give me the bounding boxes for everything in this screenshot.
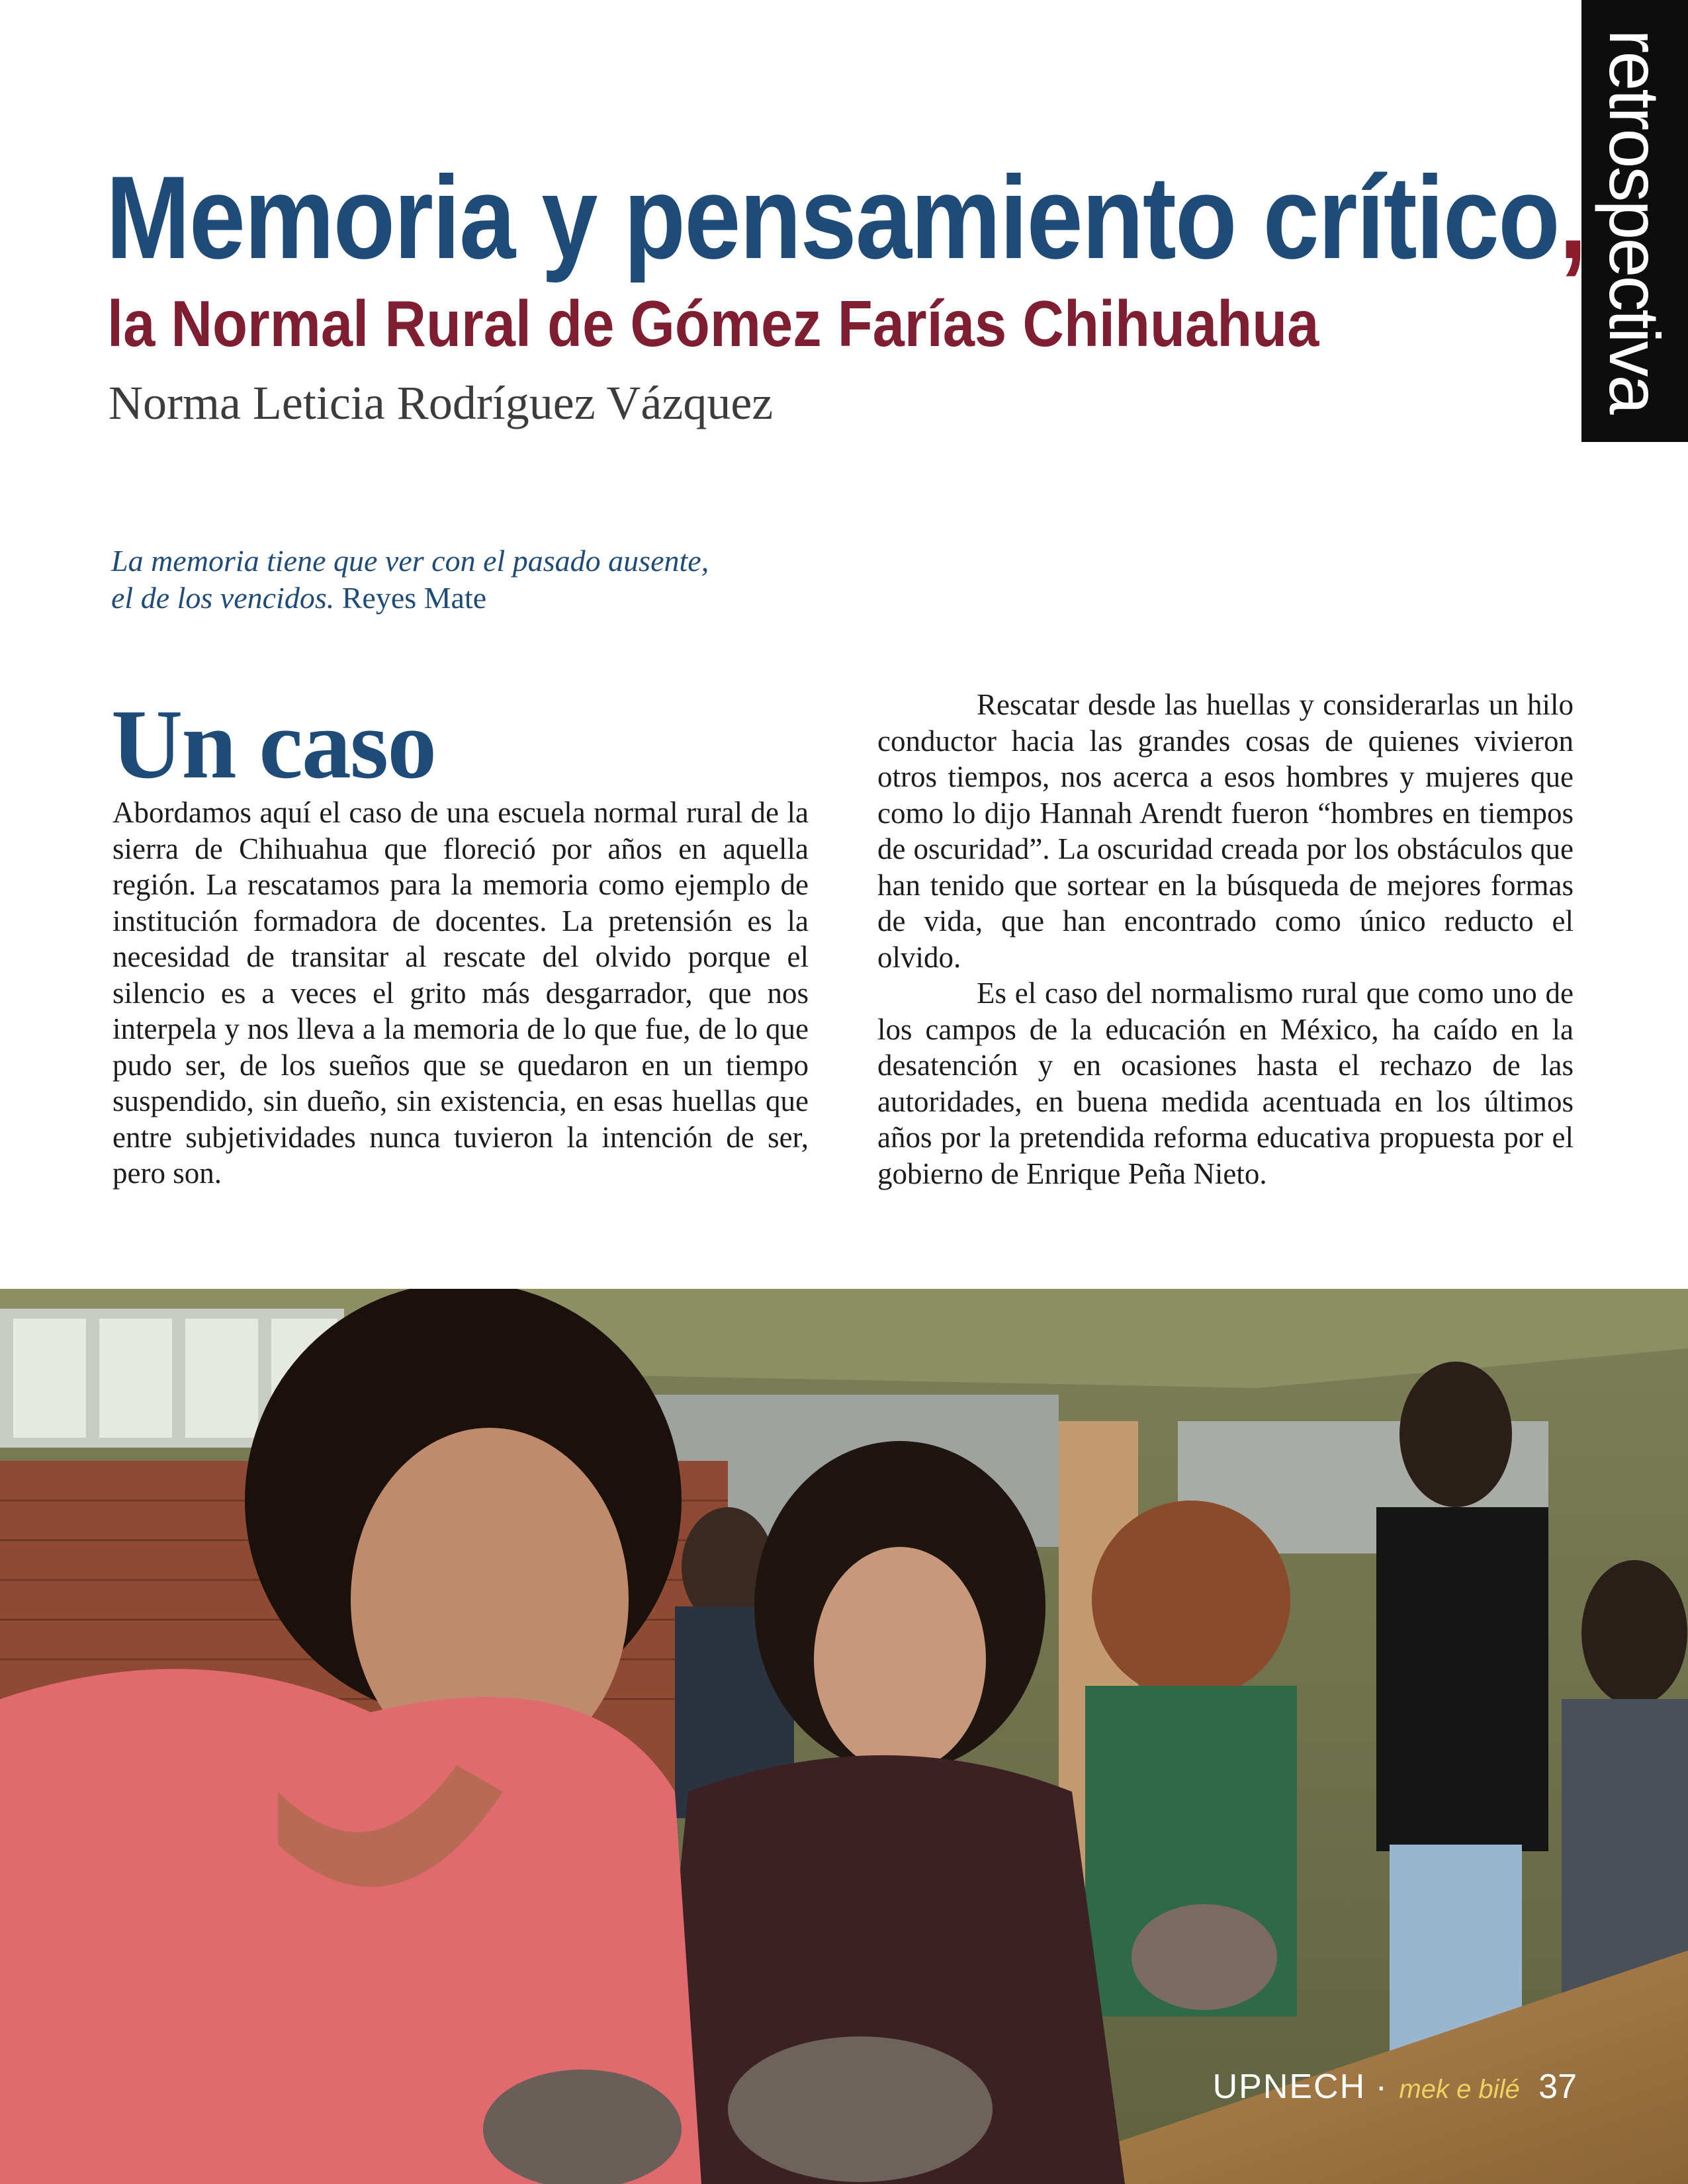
section-tab-label: retrospectiva bbox=[1595, 29, 1675, 413]
footer-brand: UPNECH bbox=[1212, 2068, 1366, 2106]
section-heading: Un caso bbox=[111, 689, 436, 799]
article-title-text: Memoria y pensamiento crítico bbox=[106, 152, 1559, 283]
epigraph-line-1: La memoria tiene que ver con el pasado ausente, bbox=[111, 544, 709, 578]
body-column-left bbox=[112, 795, 809, 1192]
footer-publication: mek e bilé bbox=[1399, 2075, 1520, 2104]
page-number: 37 bbox=[1538, 2068, 1577, 2106]
article-title bbox=[106, 152, 1586, 283]
body-paragraph: Abordamos aquí el caso de una escuela normal rural de la sierra de Chihuahua que floreció por años en aquella región. La rescatamos para la memoria como ejemplo de institución formadora de docentes. La pretensión es la necesidad de transitar al rescate del olvido porque el silencio es a veces el grito más desgarrador, que nos interpela y nos lleva a la memoria de lo que fue, de lo que pudo ser, de los sueños que se quedaron en un tiempo suspendido, sin dueño, sin existencia, en esas huellas que entre subjetividades nunca tuvieron la intención de ser, pero son. bbox=[112, 796, 809, 1190]
epigraph-line-2: el de los vencidos. bbox=[111, 581, 335, 615]
article-photo bbox=[0, 1289, 1688, 2184]
footer-separator: · bbox=[1375, 2068, 1387, 2106]
body-column-right bbox=[877, 687, 1574, 1192]
body-paragraph: Es el caso del normalismo rural que como uno de los campos de la educación en México, ha caído en la desatención y en ocasiones hasta el rechazo de las autoridades, en buena medida acentuada en los últimos años por la pretendida reforma educativa propuesta por el gobierno de Enrique Peña Nieto. bbox=[877, 977, 1574, 1190]
article-subtitle: la Normal Rural de Gómez Farías Chihuahua bbox=[107, 287, 1319, 360]
section-tab bbox=[1581, 0, 1688, 442]
page-footer bbox=[1213, 2070, 1577, 2104]
author-name: Norma Leticia Rodríguez Vázquez bbox=[109, 376, 774, 429]
epigraph-attribution: Reyes Mate bbox=[341, 581, 487, 615]
article-title-comma: , bbox=[1558, 152, 1586, 283]
body-paragraph: Rescatar desde las huellas y considerarlas un hilo conductor hacia las grandes cosas de quienes vivieron otros tiempos, nos acerca a esos hombres y mujeres que como lo dijo Hannah Arendt fueron “hombres en tiempos de oscuridad”. La oscuridad creada por los obstáculos que han tenido que sortear en la búsqueda de mejores formas de vida, que han encontrado como único reducto el olvido. bbox=[877, 688, 1574, 974]
epigraph bbox=[111, 543, 905, 617]
